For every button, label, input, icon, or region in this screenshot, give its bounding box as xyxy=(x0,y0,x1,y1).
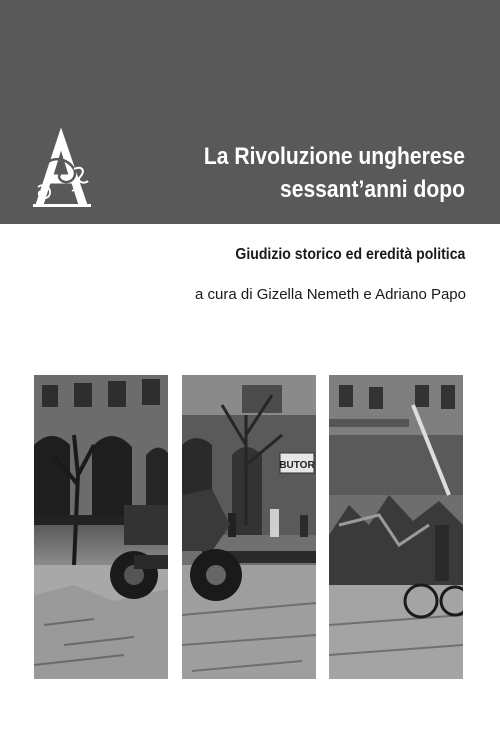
book-title xyxy=(173,140,465,206)
publisher-logo xyxy=(28,125,94,211)
photo-panel-2 xyxy=(182,375,316,679)
book-subtitle: Giudizio storico ed eredità politica xyxy=(234,246,465,263)
photo-sign: BUTOR xyxy=(279,460,315,471)
photo-panel-1 xyxy=(34,375,168,679)
photo-panel-3 xyxy=(329,375,463,679)
book-editors: a cura di Gizella Nemeth e Adriano Papo xyxy=(195,286,466,303)
title-line-1: La Rivoluzione ungherese xyxy=(203,143,466,170)
title-line-2: sessant’anni dopo xyxy=(280,176,465,203)
title-band xyxy=(0,0,500,224)
